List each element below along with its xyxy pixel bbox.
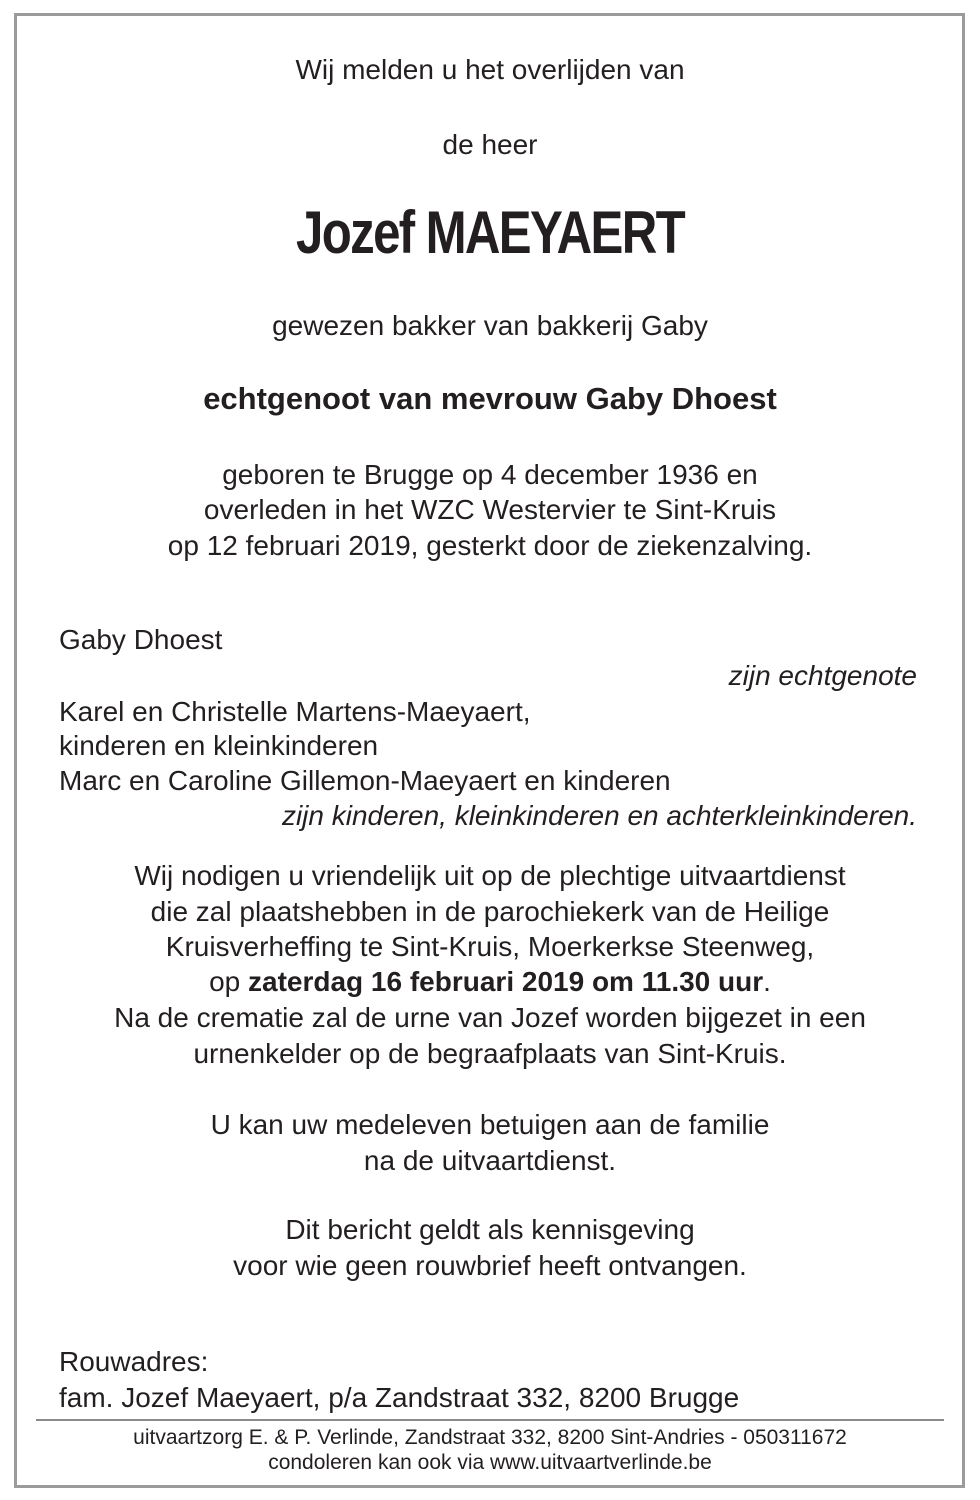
family-spouse-name: Gaby Dhoest — [59, 624, 223, 655]
condolence-line-1: U kan uw medeleven betuigen aan de familie — [210, 1109, 770, 1140]
invitation-line-2: die zal plaatshebben in de parochiekerk van de Heilige — [150, 896, 830, 927]
invitation-line-3: Kruisverheffing te Sint-Kruis, Moerkerkse Steenweg, — [165, 931, 815, 962]
honorific: de heer — [442, 129, 538, 160]
funeral-date: zaterdag 16 februari 2019 om 11.30 uur — [248, 966, 764, 997]
family-spouse-role: zijn echtgenote — [728, 660, 917, 691]
family-children-2: kinderen en kleinkinderen — [59, 730, 379, 761]
cremation-line-1: Na de crematie zal de urne van Jozef worden bijgezet in een — [114, 1002, 866, 1033]
family-children-1: Karel en Christelle Martens-Maeyaert, — [59, 696, 531, 727]
profession: gewezen bakker van bakkerij Gaby — [272, 310, 708, 341]
intro-text: Wij melden u het overlijden van — [295, 54, 685, 85]
family-children-role: zijn kinderen, kleinkinderen en achterkleinkinderen. — [281, 800, 917, 831]
birth-line: geboren te Brugge op 4 december 1936 en — [222, 459, 758, 490]
death-date-line: op 12 februari 2019, gesterkt door de ziekenzalving. — [167, 530, 813, 561]
address-value: fam. Jozef Maeyaert, p/a Zandstraat 332, 8200 Brugge — [59, 1382, 740, 1413]
footer-undertaker: uitvaartzorg E. & P. Verlinde, Zandstraat 332, 8200 Sint-Andries - 050311672 — [133, 1426, 847, 1449]
address-label: Rouwadres: — [59, 1346, 209, 1377]
funeral-date-prefix: op — [209, 966, 248, 997]
notice-line-2: voor wie geen rouwbrief heeft ontvangen. — [233, 1250, 747, 1281]
spouse-line: echtgenoot van mevrouw Gaby Dhoest — [203, 381, 777, 416]
footer-website: condoleren kan ook via www.uitvaartverlinde.be — [268, 1451, 712, 1474]
funeral-date-line — [40, 965, 940, 999]
deceased-name: Jozef MAEYAERT — [295, 199, 685, 266]
cremation-line-2: urnenkelder op de begraafplaats van Sint-Kruis. — [193, 1038, 787, 1069]
death-line: overleden in het WZC Westervier te Sint-Kruis — [203, 494, 777, 525]
condolence-line-2: na de uitvaartdienst. — [363, 1145, 617, 1176]
funeral-date-suffix: . — [763, 966, 771, 997]
family-children-3: Marc en Caroline Gillemon-Maeyaert en kinderen — [59, 765, 671, 796]
notice-line-1: Dit bericht geldt als kennisgeving — [285, 1214, 695, 1245]
footer-divider — [36, 1419, 944, 1421]
invitation-line-1: Wij nodigen u vriendelijk uit op de plechtige uitvaartdienst — [134, 860, 846, 891]
